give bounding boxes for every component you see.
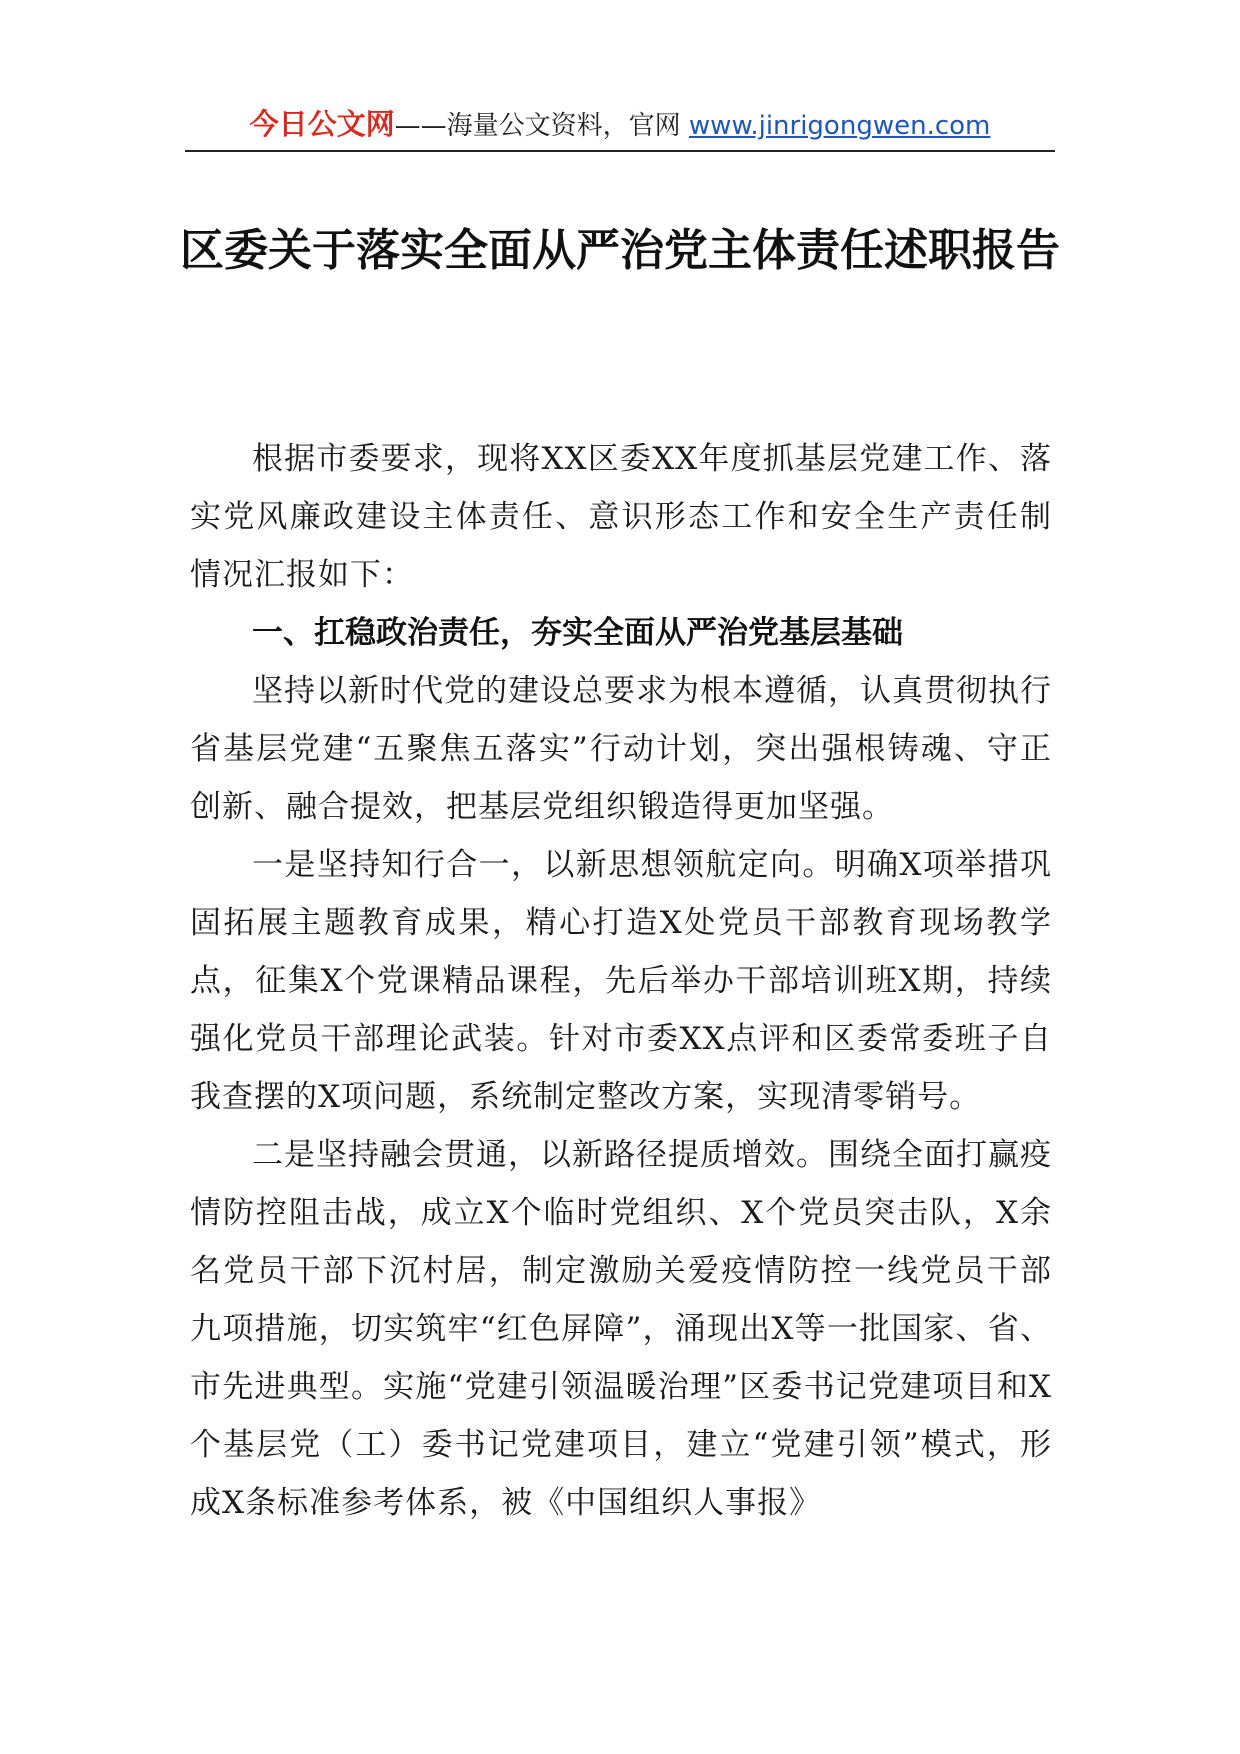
website-link[interactable]: www.jinrigongwen.com xyxy=(688,111,991,141)
section-heading: 一、扛稳政治责任，夯实全面从严治党基层基础 xyxy=(252,615,903,651)
body-paragraph: 坚持以新时代党的建设总要求为根本遵循，认真贯彻执行省基层党建“五聚焦五落实”行动计划，突出强根铸魂、守正创新、融合提效，把基层党组织锻造得更加坚强。 xyxy=(190,673,1052,825)
document-body xyxy=(190,430,1052,1532)
document-title: 区委关于落实全面从严治党主体责任述职报告 xyxy=(180,225,1060,276)
brand-name: 今日公文网 xyxy=(249,107,395,141)
intro-paragraph: 根据市委要求，现将XX区委XX年度抓基层党建工作、落实党风廉政建设主体责任、意识形态工作和安全生产责任制情况汇报如下： xyxy=(190,441,1052,593)
body-paragraph: 一是坚持知行合一，以新思想领航定向。明确X项举措巩固拓展主题教育成果，精心打造X处党员干部教育现场教学点，征集X个党课精品课程，先后举办干部培训班X期，持续强化党员干部理论武装。针对市委XX点评和区委常委班子自我查摆的X项问题，系统制定整改方案，实现清零销号。 xyxy=(190,847,1052,1115)
site-header xyxy=(185,104,1055,152)
body-paragraph: 二是坚持融会贯通，以新路径提质增效。围绕全面打赢疫情防控阻击战，成立X个临时党组织、X个党员突击队，X余名党员干部下沉村居，制定激励关爱疫情防控一线党员干部九项措施，切实筑牢“红色屏障”，涌现出X等一批国家、省、市先进典型。实施“党建引领温暖治理”区委书记党建项目和X个基层党（工）委书记党建项目，建立“党建引领”模式，形成X条标准参考体系，被《中国组织人事报》 xyxy=(190,1137,1052,1521)
header-tagline: ——海量公文资料，官网 xyxy=(394,111,681,141)
